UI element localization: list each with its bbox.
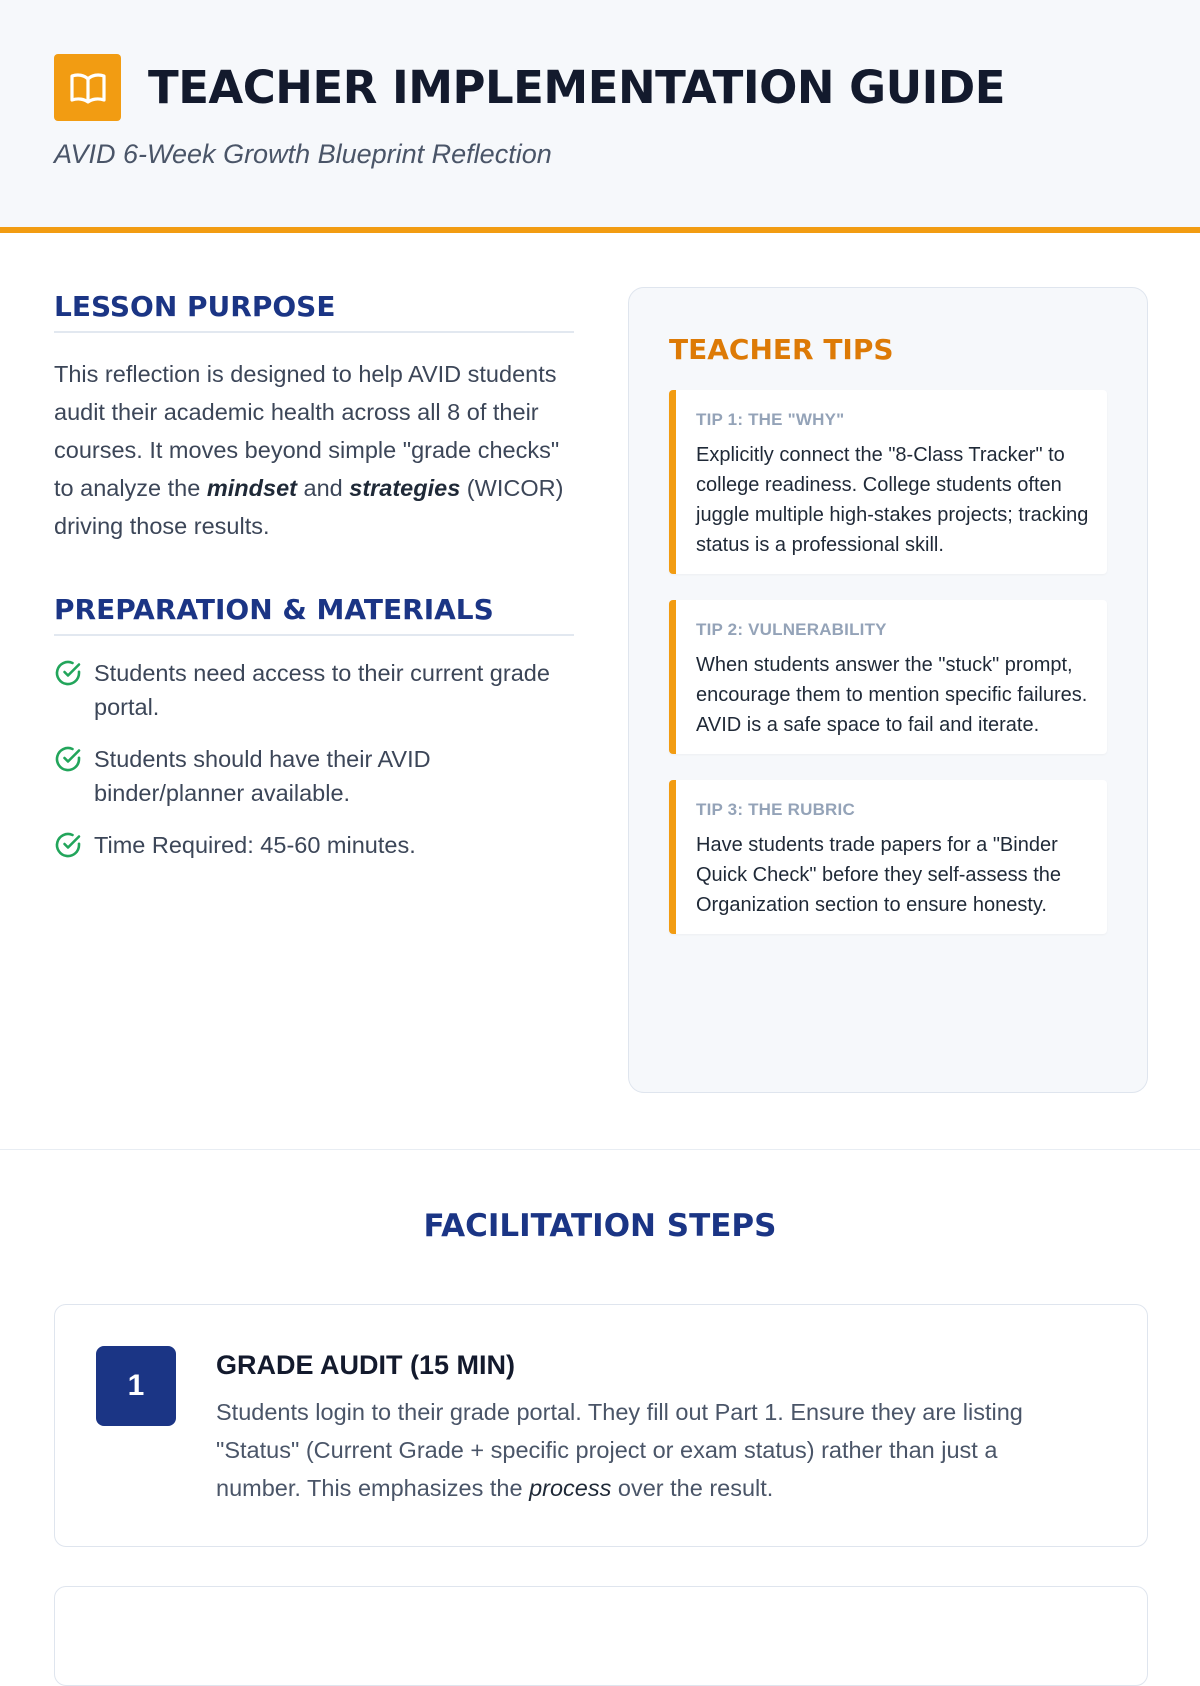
step-body	[216, 1350, 1087, 1507]
tip-text: When students answer the "stuck" prompt, encourage them to mention specific failures. AVID is a safe space to fail and iterate.	[696, 654, 1088, 736]
list-item: Students should have their AVID binder/planner available.	[54, 742, 574, 810]
step-card	[54, 1304, 1148, 1547]
check-circle-icon	[54, 745, 82, 773]
step-number-badge: 1	[96, 1346, 176, 1426]
page-subtitle: AVID 6-Week Growth Blueprint Reflection	[54, 139, 552, 169]
tip-label: TIP 2: VULNERABILITY	[696, 620, 887, 639]
tip-text: Have students trade papers for a "Binder Quick Check" before they self-assess the Organization section to ensure honesty.	[696, 834, 1062, 916]
lesson-purpose-heading: LESSON PURPOSE	[54, 290, 574, 333]
book-open-icon	[54, 54, 121, 121]
section-divider	[0, 1149, 1200, 1150]
step-text: Students login to their grade portal. They fill out Part 1. Ensure they are listing "Status" (Current Grade + specific project or exam status) rather than just a number. This emphasizes the process over the result.	[216, 1399, 1023, 1501]
page-header	[0, 0, 1200, 233]
page-title: TEACHER IMPLEMENTATION GUIDE	[148, 61, 1005, 114]
step-card-partial	[54, 1586, 1148, 1686]
left-column	[54, 290, 574, 880]
tip-label: TIP 3: THE RUBRIC	[696, 800, 855, 819]
tip-label: TIP 1: THE "WHY"	[696, 410, 845, 429]
teacher-tips-heading: TEACHER TIPS	[669, 333, 894, 366]
facilitation-steps-heading: FACILITATION STEPS	[423, 1208, 777, 1244]
list-item: Students need access to their current grade portal.	[54, 656, 574, 724]
tip-card	[669, 390, 1107, 574]
step-title: GRADE AUDIT (15 MIN)	[216, 1350, 516, 1380]
preparation-heading: PREPARATION & MATERIALS	[54, 593, 574, 636]
lesson-purpose-text: This reflection is designed to help AVID students audit their academic health across all 8 of their courses. It moves beyond simple "grade checks" to analyze the mindset and strategies (WICOR) driving those results.	[54, 361, 564, 539]
tip-text: Explicitly connect the "8-Class Tracker" to college readiness. College students often juggle multiple high-stakes projects; tracking status is a professional skill.	[696, 444, 1089, 556]
overview-section	[0, 233, 1200, 1149]
check-circle-icon	[54, 659, 82, 687]
tip-card	[669, 780, 1107, 934]
preparation-list	[54, 656, 574, 862]
check-circle-icon	[54, 831, 82, 859]
tip-card	[669, 600, 1107, 754]
teacher-tips-card	[628, 287, 1148, 1093]
list-item: Time Required: 45-60 minutes.	[54, 828, 574, 862]
